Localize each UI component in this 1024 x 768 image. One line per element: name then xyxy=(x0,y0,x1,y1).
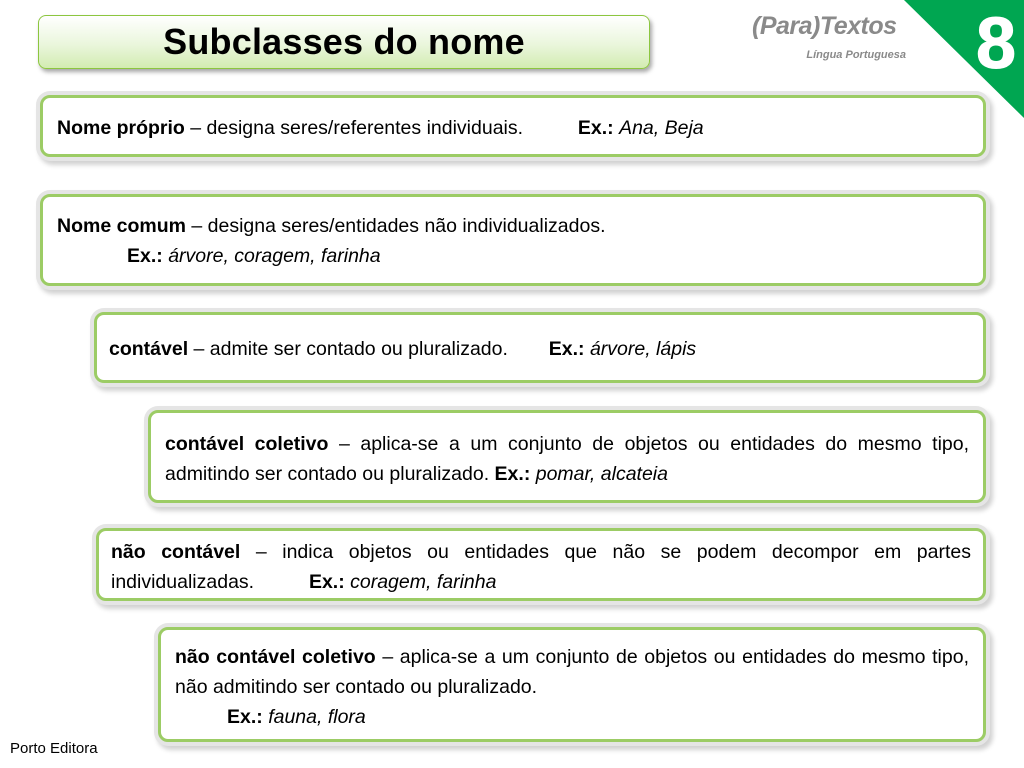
brand-logo xyxy=(752,12,912,61)
brand-name: (Para)Textos xyxy=(752,12,897,40)
example-label: Ex.: xyxy=(127,245,163,267)
card-definition: – designa seres/entidades não individualizados. xyxy=(185,215,606,237)
card-definition: – aplica-se a um conjunto de objetos ou entidades do mesmo tipo, não admitindo ser contado ou pluralizado. xyxy=(175,646,970,698)
card-nao-contavel xyxy=(96,528,986,601)
example-label: Ex.: xyxy=(308,571,345,593)
card-examples: árvore, coragem, farinha xyxy=(168,245,381,267)
card-term: contável xyxy=(109,338,189,360)
card-examples: Ana, Beja xyxy=(619,117,704,139)
card-examples: coragem, farinha xyxy=(350,571,497,593)
card-examples: árvore, lápis xyxy=(589,338,697,360)
card-term: Nome próprio xyxy=(57,117,185,139)
grade-number: 8 xyxy=(975,4,1017,84)
example-label: Ex.: xyxy=(494,463,531,485)
card-definition: – admite ser contado ou pluralizado. xyxy=(188,338,508,360)
title-box xyxy=(38,15,650,69)
example-label: Ex.: xyxy=(577,117,614,139)
card-contavel xyxy=(94,312,986,383)
card-examples: fauna, flora xyxy=(268,706,366,728)
page-title: Subclasses do nome xyxy=(163,21,525,62)
example-label: Ex.: xyxy=(227,706,263,728)
card-definition: – indica objetos ou entidades que não se podem decompor em partes individualizadas. xyxy=(111,541,972,593)
card-term: Nome comum xyxy=(57,215,186,237)
footer-publisher: Porto Editora xyxy=(10,740,98,757)
card-term: não contável xyxy=(111,541,241,563)
card-nome-proprio xyxy=(40,95,986,157)
example-label: Ex.: xyxy=(548,338,585,360)
card-term: não contável coletivo xyxy=(175,646,376,668)
brand-subtitle: Língua Portuguesa xyxy=(806,49,906,61)
card-contavel-coletivo xyxy=(148,410,986,503)
card-nao-contavel-coletivo xyxy=(158,627,986,742)
card-examples: pomar, alcateia xyxy=(535,463,668,485)
card-nome-comum xyxy=(40,194,986,286)
card-definition: – designa seres/referentes individuais. xyxy=(184,117,524,139)
card-definition: – aplica-se a um conjunto de objetos ou entidades do mesmo tipo, admitindo ser contado ou pluralizado. xyxy=(165,433,970,485)
card-term: contável coletivo xyxy=(165,433,329,455)
